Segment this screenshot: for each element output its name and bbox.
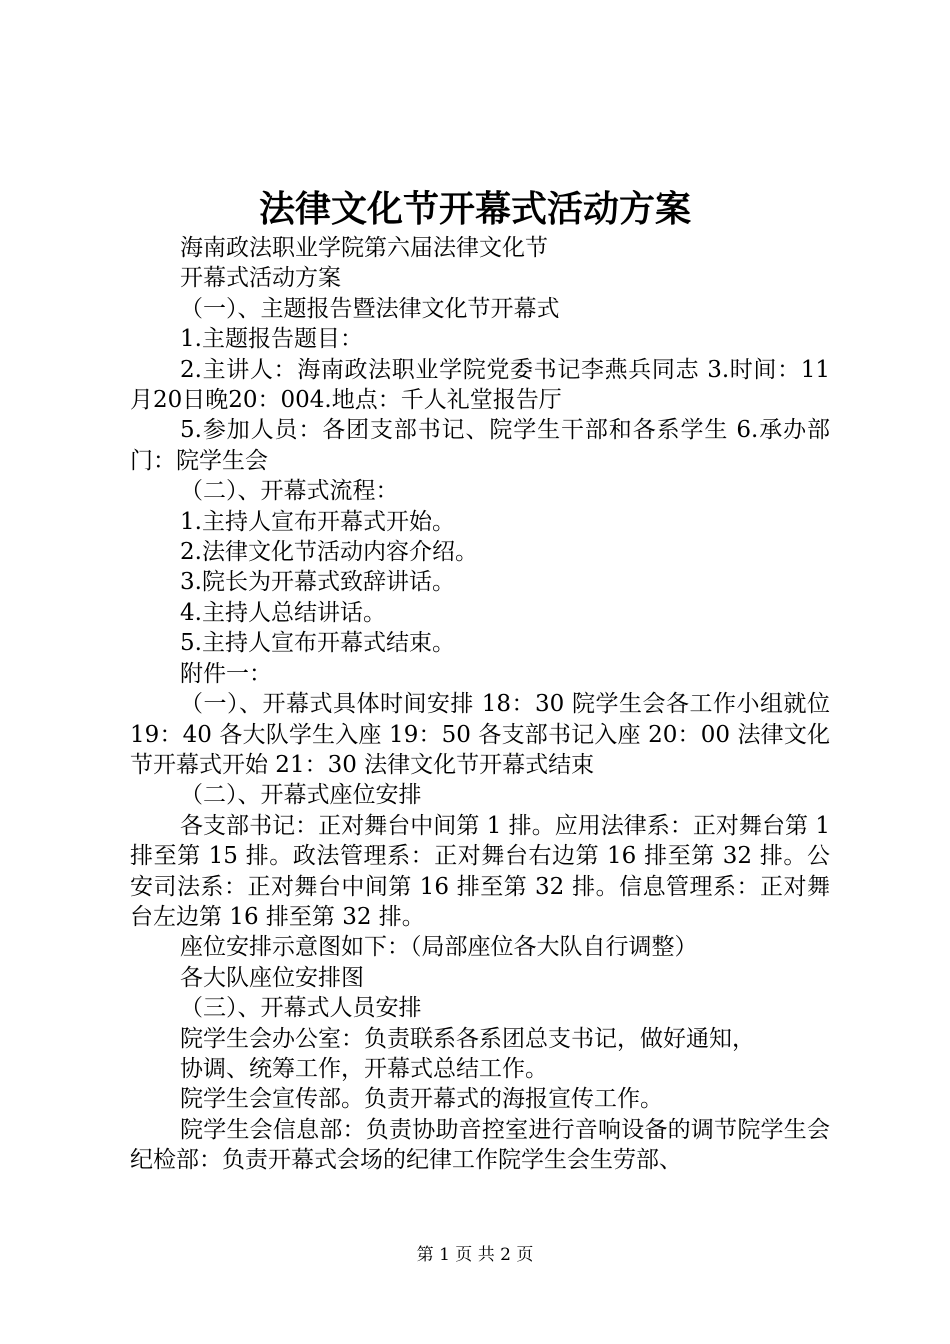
paragraph: （三）、开幕式人员安排 (180, 995, 422, 1022)
paragraph: 3.院长为开幕式致辞讲话。 (180, 569, 455, 596)
paragraph: 2.主讲人：海南政法职业学院党委书记李燕兵同志 3.时间：11月20日晚20：004.地点：千人礼堂报告厅 (130, 356, 830, 414)
paragraph: 海南政法职业学院第六届法律文化节 (180, 235, 548, 261)
paragraph: 院学生会办公室：负责联系各系团总支书记，做好通知， (180, 1025, 755, 1052)
paragraph: 2.法律文化节活动内容介绍。 (180, 539, 478, 566)
paragraph: 各大队座位安排图 (180, 964, 364, 991)
paragraph: （一）、主题报告暨法律文化节开幕式 (180, 295, 560, 322)
paragraph: 开幕式活动方案 (180, 265, 341, 292)
paragraph: 1.主持人宣布开幕式开始。 (180, 508, 455, 535)
paragraph: 各支部书记：正对舞台中间第 1 排。应用法律系：正对舞台第 1 排至第 15 排。政法管理系：正对舞台右边第 16 排至第 32 排。公安司法系：正对舞台中间第 16 排至第 32 排。信息管理系：正对舞台左边第 16 排至第 32 排。 (130, 812, 830, 930)
paragraph: 4.主持人总结讲话。 (180, 599, 386, 626)
paragraph: 协调、统筹工作，开幕式总结工作。 (180, 1055, 548, 1082)
paragraph: （一）、开幕式具体时间安排 18：30 院学生会各工作小组就位 19：40 各大队学生入座 19：50 各支部书记入座 20：00 法律文化节开幕式开始 21：30 法律文化节开幕式结束 (130, 691, 830, 778)
page-footer: 第 1 页 共 2 页 (416, 1245, 534, 1265)
paragraph: 5.参加人员：各团支部书记、院学生干部和各系学生 6.承办部门：院学生会 (130, 417, 830, 474)
paragraph: 座位安排示意图如下：（局部座位各大队自行调整） (180, 934, 698, 961)
paragraph: （二）、开幕式流程： (180, 478, 399, 505)
document-title: 法律文化节开幕式活动方案 (258, 188, 691, 230)
paragraph: 院学生会信息部：负责协助音控室进行音响设备的调节院学生会纪检部：负责开幕式会场的纪律工作院学生会生劳部、 (130, 1116, 830, 1174)
paragraph: 院学生会宣传部。负责开幕式的海报宣传工作。 (180, 1086, 663, 1113)
paragraph: 附件一： (180, 660, 272, 687)
paragraph: （二）、开幕式座位安排 (180, 782, 422, 809)
paragraph: 5.主持人宣布开幕式结束。 (180, 630, 455, 657)
document-body (130, 233, 830, 1176)
paragraph: 1.主题报告题目： (180, 326, 363, 353)
